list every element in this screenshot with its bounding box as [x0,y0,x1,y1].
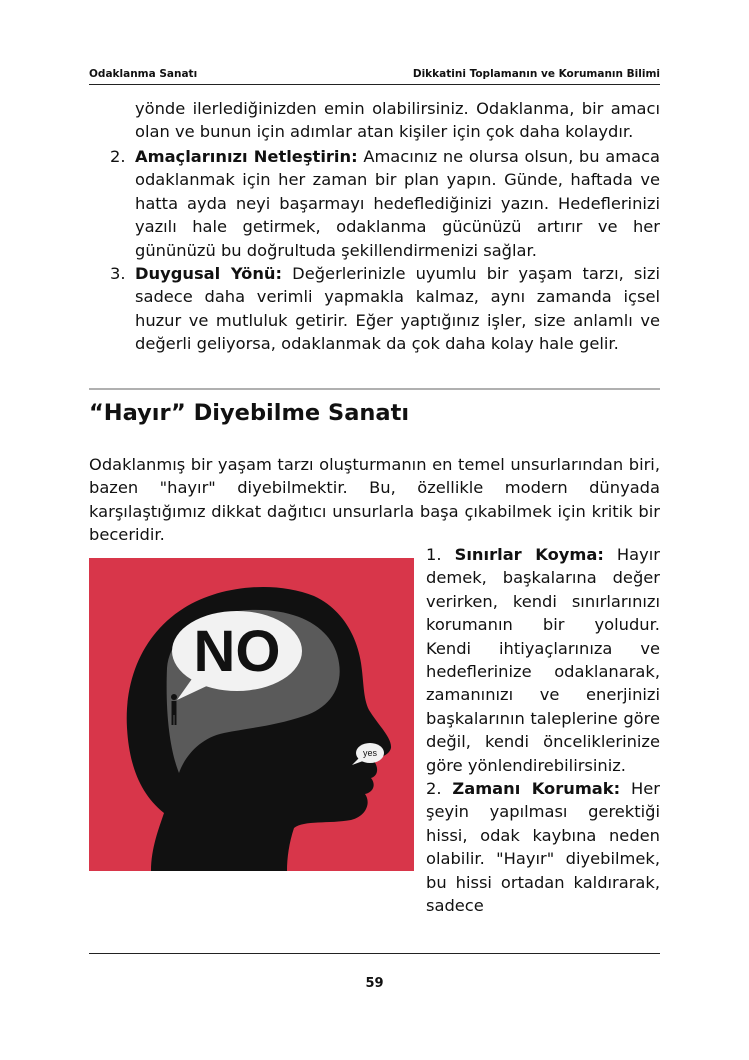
side-item-number: 2. [426,779,442,799]
list-item-title: Duygusal Yönü: [135,264,283,283]
side-item [426,777,660,917]
no-bubble-text: NO [193,619,281,684]
footer-divider [89,953,660,954]
side-item-body: Her şeyin yapılması gerektiği hissi, odak kaybına neden olabilir. "Hayır" diyebilmek, bu hissi ortadan kaldırarak, sadece [426,779,660,916]
list-item-number: 2. [110,147,126,166]
side-column [426,543,660,918]
page-number: 59 [365,976,384,991]
side-item-number: 1. [426,545,442,564]
continuation-paragraph: yönde ilerlediğinizden emin olabilirsiniz. Odaklanma, bir amacı olan ve bunun için adımlar atan kişiler için çok daha kolaydır. [135,99,660,142]
list-item-text [135,262,660,356]
head-silhouette-illustration [89,558,414,871]
list-item-title: Amaçlarınızı Netleştirin: [135,147,358,166]
side-item [426,543,660,777]
list-item-body: Amacınız ne olursa olsun, bu amaca odaklanmak için her zaman bir plan yapın. Günde, haftada ve hatta ayda neyi başarmayı hedeflediğinizi yazın. Hedeflerinizi yazılı hale getirmek, odaklanma gücünüzü artırır ve her gününüzü bu doğrultuda şekillendirmenizi sağlar. [135,147,660,260]
section-divider [89,388,660,390]
list-item [110,262,660,356]
side-item-title: Sınırlar Koyma: [454,545,604,564]
header-divider [89,84,660,85]
list-item [110,145,660,262]
side-item-title: Zamanı Korumak: [452,779,621,799]
side-item-body: Hayır demek, başkalarına değer verirken, kendi sınırlarınızı korumanın bir yoludur. Kendi ihtiyaçlarınıza ve hedeflerinize odaklanarak, zamanınızı ve enerjinizi başkalarının taleplerine göre değil, kendi önceliklerinize göre yönlendirebilirsiniz. [426,545,660,775]
list-item-number: 3. [110,264,126,283]
running-header-subtitle: Dikkatini Toplamanın ve Korumanın Bilimi [412,68,660,80]
list-item-text [135,145,660,262]
running-header-title: Odaklanma Sanatı [89,68,198,80]
section-title: “Hayır” Diyebilme Sanatı [89,400,410,426]
section-intro-paragraph: Odaklanmış bir yaşam tarzı oluşturmanın en temel unsurlarından biri, bazen "hayır" diyebilmektir. Bu, özellikle modern dünyada karşılaştığımız dikkat dağıtıcı unsurlarla başa çıkabilmek için kritik bir beceridir. [89,455,660,545]
list-item-body: Değerlerinizle uyumlu bir yaşam tarzı, sizi sadece daha verimli yapmakla kalmaz, aynı zamanda içsel huzur ve mutluluk getirir. Eğer yaptığınız işler, size anlamlı ve değerli geliyorsa, odaklanmak da çok daha kolay hale gelir. [135,264,660,354]
yes-bubble-text: yes [362,748,378,758]
